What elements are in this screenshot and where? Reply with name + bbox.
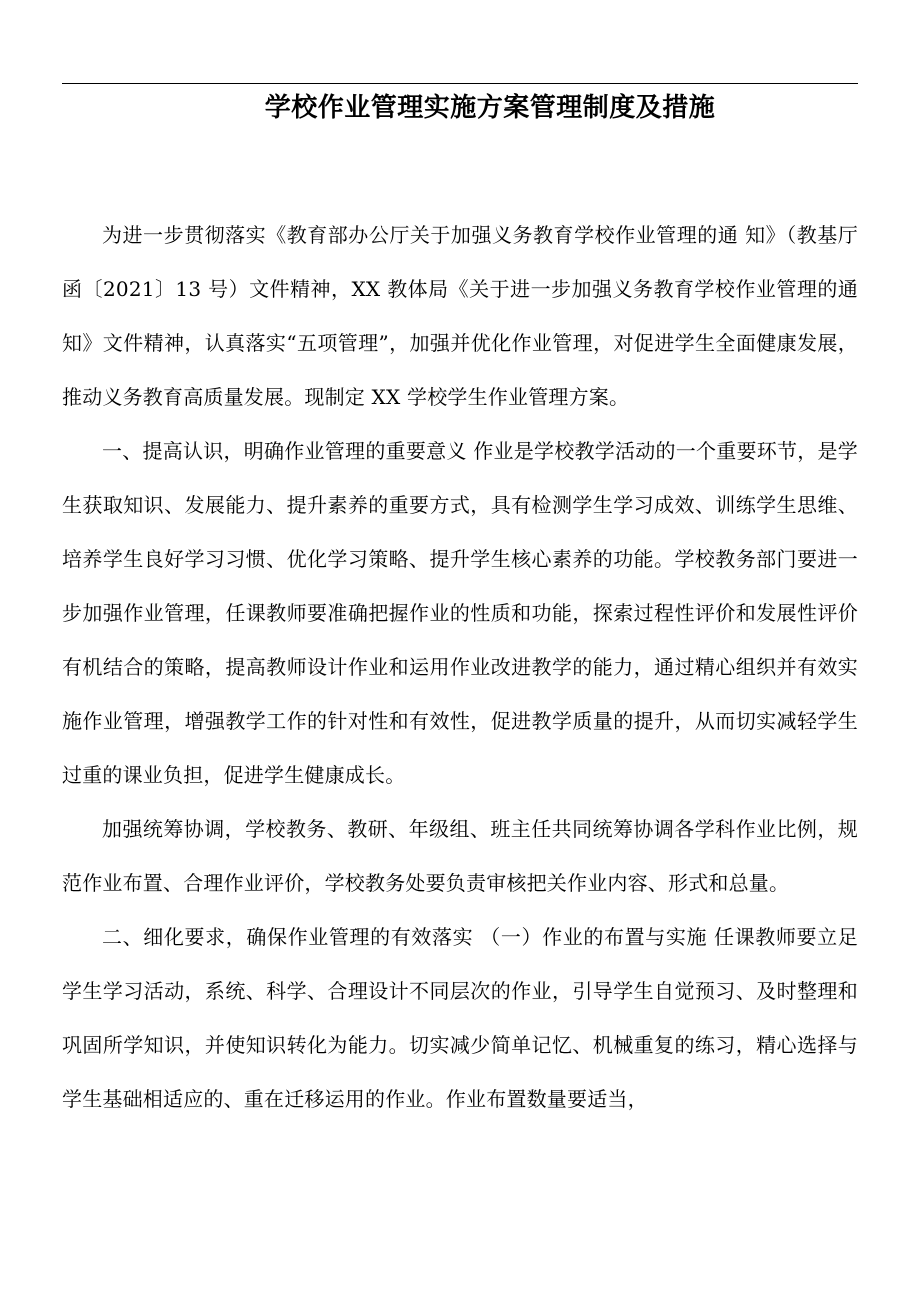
document-title: 学校作业管理实施方案管理制度及措施 xyxy=(264,93,716,123)
document-body xyxy=(62,208,858,1126)
paragraph-coordination: 加强统筹协调，学校教务、教研、年级组、班主任共同统筹协调各学科作业比例，规范作业布置、合理作业评价，学校教务处要负责审核把关作业内容、形式和总量。 xyxy=(62,817,858,895)
paragraph-intro: 为进一步贯彻落实《教育部办公厅关于加强义务教育学校作业管理的通 知》（教基厅函〔2021〕13 号）文件精神，XX 教体局《关于进一步加强义务教育学校作业管理的通知》文件精神，认真落实“五项管理”，加强并优化作业管理，对促进学生全面健康发展，推动义务教育高质量发展。现制定 XX 学校学生作业管理方案。 xyxy=(62,223,858,409)
paragraph-section-one: 一、提高认识，明确作业管理的重要意义 作业是学校教学活动的一个重要环节，是学生获取知识、发展能力、提升素养的重要方式，具有检测学生学习成效、训练学生思维、培养学生良好学习习惯、优化学习策略、提升学生核心素养的功能。学校教务部门要进一步加强作业管理，任课教师要准确把握作业的性质和功能，探索过程性评价和发展性评价有机结合的策略，提高教师设计作业和运用作业改进教学的能力，通过精心组织并有效实施作业管理，增强教学工作的针对性和有效性，促进教学质量的提升，从而切实减轻学生过重的课业负担，促进学生健康成长。 xyxy=(62,439,858,787)
header-rule xyxy=(62,83,858,84)
paragraph-section-two: 二、细化要求，确保作业管理的有效落实 （一）作业的布置与实施 任课教师要立足学生学习活动，系统、科学、合理设计不同层次的作业，引导学生自觉预习、及时整理和巩固所学知识，并使知识转化为能力。切实减少简单记忆、机械重复的练习，精心选择与学生基础相适应的、重在迁移运用的作业。作业布置数量要适当， xyxy=(62,925,858,1111)
